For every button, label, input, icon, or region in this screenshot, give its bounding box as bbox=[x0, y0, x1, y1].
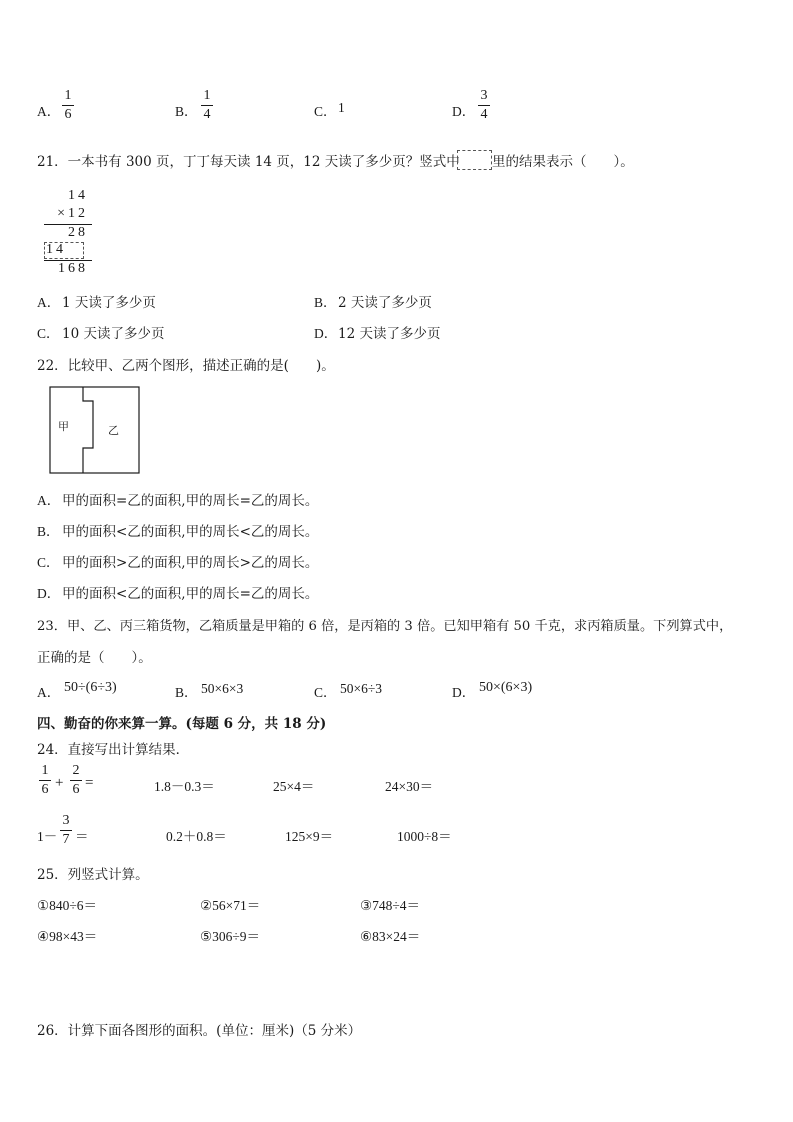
section-4-title: 四、勤奋的你来算一算。(每题 6 分，共 18 分) bbox=[37, 716, 327, 732]
q20-option-d-denominator: 4 bbox=[480, 107, 488, 122]
q22-option-b-text: 甲的面积<乙的面积,甲的周长<乙的周长。 bbox=[62, 524, 319, 540]
q22-label-jia: 甲 bbox=[58, 420, 69, 433]
fraction-bar bbox=[62, 105, 74, 106]
fraction-bar bbox=[39, 780, 51, 781]
q20-option-b-denominator: 4 bbox=[203, 107, 211, 122]
q20-option-b-numerator: 1 bbox=[203, 88, 211, 103]
q20-option-d-letter: D． bbox=[452, 104, 476, 119]
q24-row1-expr-4: 24×30＝ bbox=[385, 779, 434, 794]
q21-option-b-text: 2 天读了多少页 bbox=[338, 295, 432, 311]
q23-option-d-text: 50×(6×3) bbox=[479, 680, 533, 695]
q25-item-5: ⑤306÷9＝ bbox=[200, 929, 261, 944]
fraction-denominator: 7 bbox=[62, 832, 70, 847]
q24-row1-fraction-2 bbox=[70, 763, 82, 798]
fraction-numerator: 2 bbox=[72, 763, 80, 778]
q23-stem-line2: 正确的是（ ）。 bbox=[37, 650, 152, 666]
q23-stem-line1: 23．甲、乙、丙三箱货物，乙箱质量是甲箱的 6 倍，是丙箱的 3 倍。已知甲箱有 50 千克，求丙箱质量。下列算式中， bbox=[37, 619, 733, 634]
fraction-bar bbox=[478, 105, 490, 106]
vertical-row-partial1: 28 bbox=[68, 225, 88, 240]
q24-row1-plus: + bbox=[55, 775, 64, 791]
fraction-numerator: 3 bbox=[62, 813, 70, 828]
fraction-numerator: 1 bbox=[41, 763, 49, 778]
q21-dashed-box-marker bbox=[457, 150, 492, 170]
q23-option-c-text: 50×6÷3 bbox=[340, 681, 383, 696]
q21-stem-part1: 21．一本书有 300 页，丁丁每天读 14 页，12 天读了多少页？竖式中 bbox=[37, 154, 460, 170]
q24-row2-equals: ＝ bbox=[75, 829, 89, 844]
q22-option-d-text: 甲的面积<乙的面积,甲的周长=乙的周长。 bbox=[62, 586, 319, 602]
vertical-dashed-box bbox=[44, 242, 84, 259]
q21-option-b-letter: B． bbox=[314, 295, 337, 310]
q22-option-c-text: 甲的面积>乙的面积,甲的周长>乙的周长。 bbox=[62, 555, 319, 571]
q24-row1-equals: = bbox=[85, 775, 94, 791]
q22-option-a-text: 甲的面积=乙的面积,甲的周长=乙的周长。 bbox=[62, 493, 319, 509]
q22-option-a-letter: A． bbox=[37, 493, 61, 508]
q22-label-yi: 乙 bbox=[108, 424, 119, 437]
q24-row2-lead: 1－ bbox=[37, 829, 58, 844]
q26-stem: 26．计算下面各图形的面积。(单位：厘米)（5 分米） bbox=[37, 1023, 362, 1039]
q21-option-a-letter: A． bbox=[37, 295, 61, 310]
vertical-row-partial2: 14 bbox=[46, 242, 66, 257]
fraction-bar bbox=[70, 780, 82, 781]
q21-option-d-letter: D． bbox=[314, 326, 338, 341]
q20-option-a-numerator: 1 bbox=[64, 88, 72, 103]
q21-option-c-text: 10 天读了多少页 bbox=[62, 326, 165, 342]
q20-option-d-numerator: 3 bbox=[480, 88, 488, 103]
q24-stem: 24．直接写出计算结果． bbox=[37, 742, 190, 758]
q22-option-b-letter: B． bbox=[37, 524, 60, 539]
q25-item-1: ①840÷6＝ bbox=[37, 898, 98, 913]
q21-vertical-multiplication bbox=[36, 188, 94, 278]
q20-option-a-fraction bbox=[62, 88, 74, 123]
q25-item-6: ⑥83×24＝ bbox=[360, 929, 421, 944]
q20-option-c-value: 1 bbox=[338, 100, 345, 115]
q22-stem: 22．比较甲、乙两个图形，描述正确的是( )。 bbox=[37, 358, 335, 374]
q23-option-a-text: 50÷(6÷3) bbox=[64, 680, 117, 695]
q21-stem-part2: 里的结果表示（ ）。 bbox=[492, 154, 634, 170]
q21-option-a-text: 1 天读了多少页 bbox=[62, 295, 156, 311]
q20-option-b-letter: B． bbox=[175, 104, 198, 119]
q24-row2-expr-4: 1000÷8＝ bbox=[397, 829, 452, 844]
q22-option-c-letter: C． bbox=[37, 555, 60, 570]
fraction-bar bbox=[201, 105, 213, 106]
q24-row2-fraction bbox=[60, 813, 72, 848]
q21-option-c-letter: C． bbox=[37, 326, 60, 341]
vertical-row-multiplicand: 14 bbox=[68, 188, 88, 203]
q24-row1-expr-3: 25×4＝ bbox=[273, 779, 315, 794]
q20-option-c-letter: C． bbox=[314, 104, 337, 119]
q20-option-a-letter: A． bbox=[37, 104, 61, 119]
q23-option-a-letter: A． bbox=[37, 685, 61, 700]
q24-row2-expr-2: 0.2＋0.8＝ bbox=[166, 829, 227, 844]
q24-row1-fraction-1 bbox=[39, 763, 51, 798]
vertical-row-product: 168 bbox=[58, 261, 88, 276]
q25-item-2: ②56×71＝ bbox=[200, 898, 261, 913]
vertical-row-multiplier: ×12 bbox=[57, 206, 88, 221]
q23-option-b-letter: B． bbox=[175, 685, 198, 700]
q23-option-b-text: 50×6×3 bbox=[201, 681, 244, 696]
q24-row1-expr-2: 1.8－0.3＝ bbox=[154, 779, 215, 794]
q25-item-3: ③748÷4＝ bbox=[360, 898, 421, 913]
q20-option-b-fraction bbox=[201, 88, 213, 123]
q24-row2-expr-3: 125×9＝ bbox=[285, 829, 334, 844]
q25-stem: 25．列竖式计算。 bbox=[37, 867, 149, 883]
fraction-denominator: 6 bbox=[72, 782, 80, 797]
q20-option-a-denominator: 6 bbox=[64, 107, 72, 122]
fraction-bar bbox=[60, 830, 72, 831]
q25-item-4: ④98×43＝ bbox=[37, 929, 98, 944]
fraction-denominator: 6 bbox=[41, 782, 49, 797]
q20-option-d-fraction bbox=[478, 88, 490, 123]
q22-option-d-letter: D． bbox=[37, 586, 61, 601]
q23-option-c-letter: C． bbox=[314, 685, 337, 700]
q21-option-d-text: 12 天读了多少页 bbox=[338, 326, 441, 342]
q23-option-d-letter: D． bbox=[452, 685, 476, 700]
